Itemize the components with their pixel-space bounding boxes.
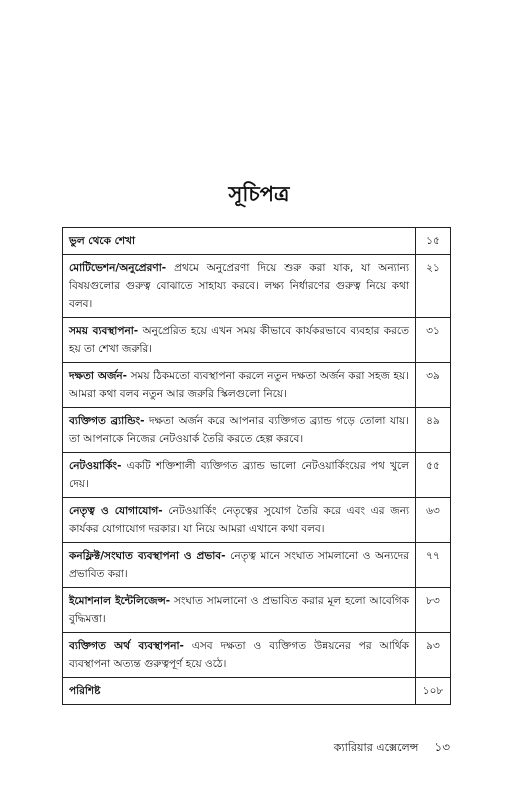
toc-heading: দক্ষতা অর্জন-	[69, 370, 127, 382]
toc-page-number: ১০৮	[416, 678, 451, 705]
toc-row	[63, 543, 451, 588]
toc-entry	[63, 543, 416, 588]
toc-heading: ব্যক্তিগত ব্র্যান্ডিং-	[69, 415, 145, 427]
toc-row	[63, 363, 451, 408]
toc-entry	[63, 255, 416, 318]
toc-description: সংঘাত সামলানো ও প্রভাবিত করার মূল হলো আবেগিক বুদ্ধিমত্তা।	[69, 595, 409, 625]
toc-page-number: ৩১	[416, 318, 451, 363]
toc-entry	[63, 588, 416, 633]
toc-page-number: ৫৫	[416, 453, 451, 498]
toc-page-number: ৬৩	[416, 498, 451, 543]
toc-row	[63, 228, 451, 255]
toc-entry	[63, 228, 416, 255]
toc-description: একটি শক্তিশালী ব্যক্তিগত ব্র্যান্ড ভালো নেটওয়ার্কিংয়ের পথ খুলে দেয়।	[69, 460, 409, 490]
toc-row	[63, 678, 451, 705]
toc-row	[63, 318, 451, 363]
toc-description: নেটওয়ার্কিং নেতৃত্বের সুযোগ তৈরি করে এবং এর জন্য কার্যকর যোগাযোগ দরকার। যা নিয়ে আমরা এখানে কথা বলব।	[69, 505, 410, 535]
toc-entry	[63, 633, 416, 678]
toc-description: অনুপ্রেরিত হয়ে এখন সময় কীভাবে কার্যকরভাবে ব্যবহার করতে হয় তা শেখা জরুরি।	[69, 325, 409, 355]
toc-description: প্রথমে অনুপ্রেরণা দিয়ে শুরু করা যাক, যা অন্যান্য বিষয়গুলোর গুরুত্ব বোঝাতে সাহায্য করবে। লক্ষ্য নির্ধারণের গুরুত্ব নিয়ে কথা বলব।	[69, 262, 409, 310]
toc-heading: ভুল থেকে শেখা	[69, 235, 135, 247]
toc-heading: পরিশিষ্ট	[69, 685, 101, 697]
running-book-title: ক্যারিয়ার এক্সেলেন্স	[333, 741, 419, 754]
toc-description: দক্ষতা অর্জন করে আপনার ব্যক্তিগত ব্র্যান্ড গড়ে তোলা যায়। তা আপনাকে নিজের নেটওয়ার্ক তৈরি করতে হেল্প করবে।	[69, 415, 409, 445]
toc-entry	[63, 453, 416, 498]
toc-row	[63, 408, 451, 453]
toc-entry	[63, 408, 416, 453]
toc-row	[63, 255, 451, 318]
toc-row	[63, 453, 451, 498]
toc-heading: কনফ্লিক্ট/সংঘাত ব্যবস্থাপনা ও প্রভাব-	[69, 550, 226, 562]
toc-row	[63, 588, 451, 633]
toc-description: সময় ঠিকমতো ব্যবস্থাপনা করলে নতুন দক্ষতা অর্জন করা সহজ হয়। আমরা কথা বলব নতুন আর জরুরি স্কিলগুলো নিয়ে।	[69, 370, 409, 400]
toc-description: এসব দক্ষতা ও ব্যক্তিগত উন্নয়নের পর আর্থিক ব্যবস্থাপনা অত্যন্ত গুরুত্বপূর্ণ হয়ে ওঠে।	[69, 640, 410, 670]
toc-page-number: ৩৯	[416, 363, 451, 408]
toc-entry	[63, 318, 416, 363]
toc-page-number: ৪৯	[416, 408, 451, 453]
toc-heading: নেটওয়ার্কিং-	[69, 460, 122, 472]
toc-heading: নেতৃত্ব ও যোগাযোগ-	[69, 505, 163, 517]
toc-row	[63, 633, 451, 678]
toc-heading: সময় ব্যবস্থাপনা-	[69, 325, 139, 337]
toc-row	[63, 498, 451, 543]
toc-heading: ইমোশনাল ইন্টেলিজেন্স-	[69, 595, 171, 607]
toc-description: নেতৃত্ব মানে সংঘাত সামলানো ও অন্যদের প্রভাবিত করা।	[69, 550, 410, 580]
toc-page-number: ৮৩	[416, 588, 451, 633]
page-title: সূচিপত্র	[228, 182, 290, 206]
toc-page-number: ৯৩	[416, 633, 451, 678]
page-number: ১৩	[434, 740, 450, 754]
table-of-contents	[62, 227, 451, 705]
toc-page-number: ৭৭	[416, 543, 451, 588]
toc-entry	[63, 498, 416, 543]
toc-heading: ব্যক্তিগত অর্থ ব্যবস্থাপনা-	[69, 640, 184, 652]
toc-heading: মোটিভেশন/অনুপ্রেরণা-	[69, 262, 167, 274]
toc-page-number: ২১	[416, 255, 451, 318]
toc-entry	[63, 363, 416, 408]
toc-entry	[63, 678, 416, 705]
page-footer	[334, 739, 450, 759]
toc-page-number: ১৫	[416, 228, 451, 255]
